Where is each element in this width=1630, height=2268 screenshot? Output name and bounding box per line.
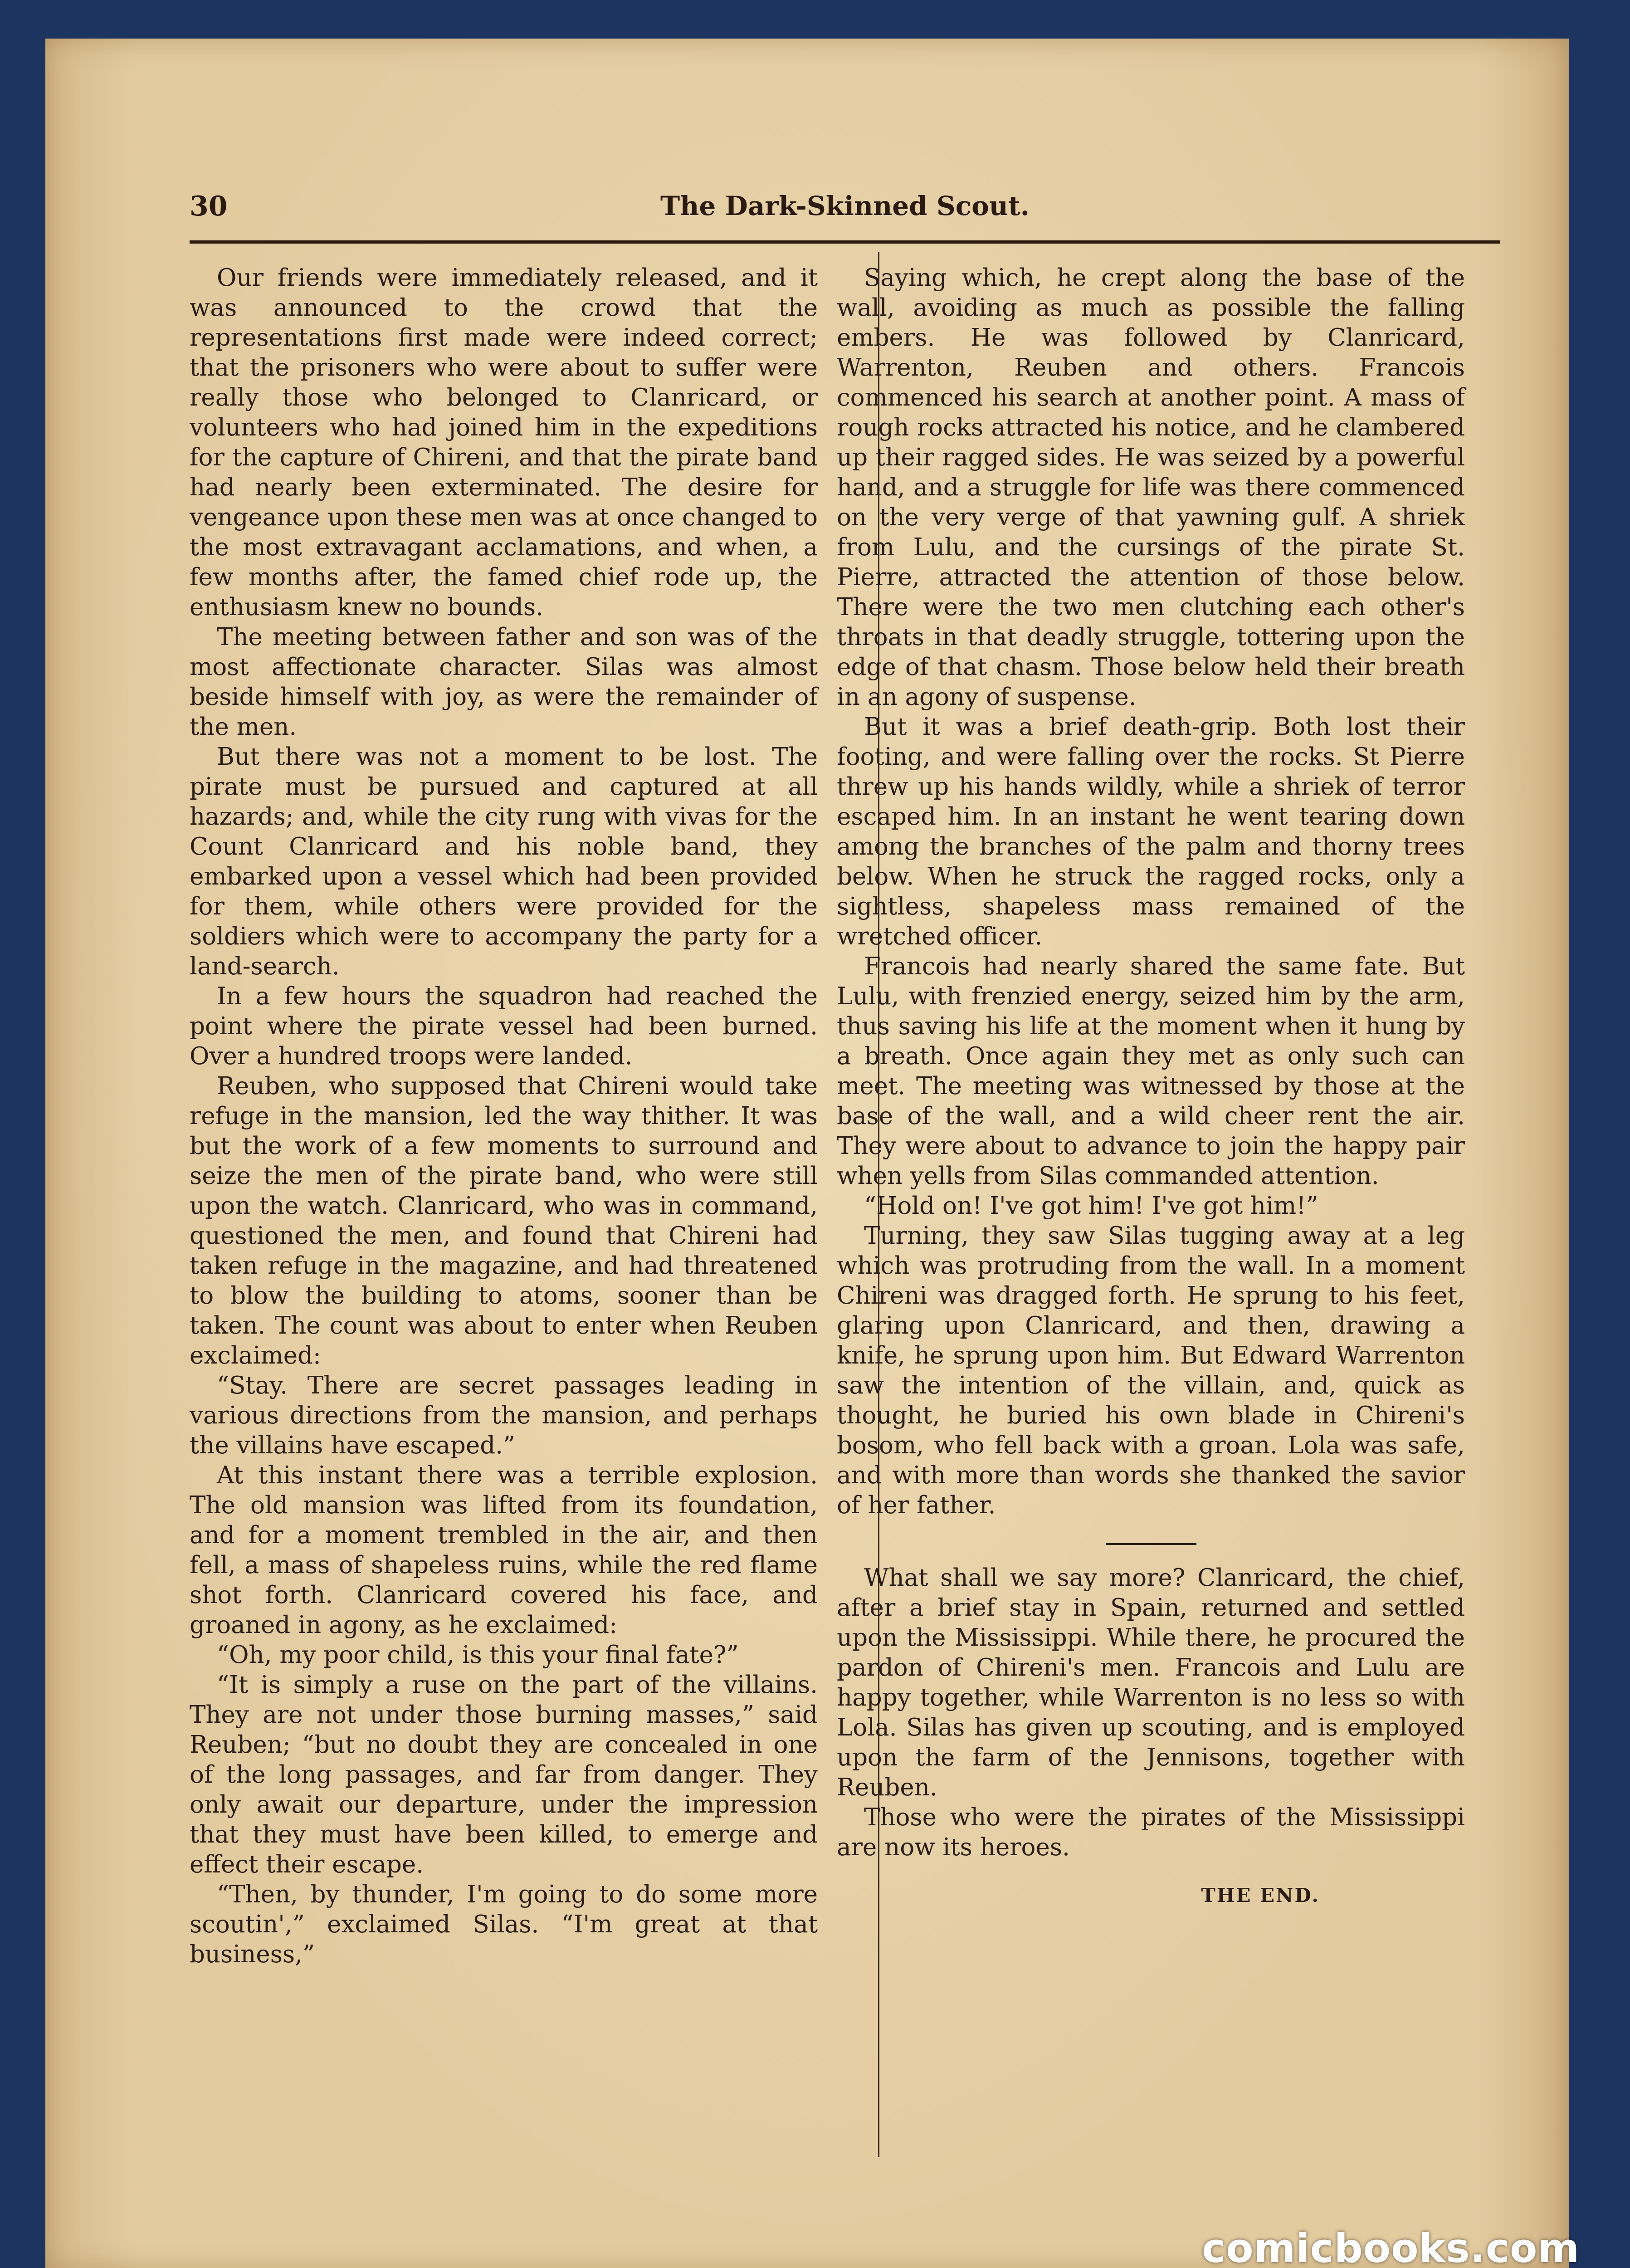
page-number: 30 [190, 191, 228, 222]
paragraph: But it was a brief death-grip. Both lost their footing, and were falling over the rocks. St Pierre threw up his hands wildly, while a shriek of terror escaped him. In an instant he went tearing down among the branches of the palm and thorny trees below. When he struck the ragged rocks, only a sightless, shapeless mass remained of the wretched officer. [837, 713, 1465, 950]
epilogue-paragraph: What shall we say more? Clanricard, the chief, after a brief stay in Spain, returned and settled upon the Mississippi. While there, he procured the pardon of Chireni's men. Francois and Lulu are happy together, while Warrenton is no less so with Lola. Silas has given up scouting, and is employed upon the farm of the Jennisons, together with Reuben. [837, 1564, 1465, 1801]
paragraph: “Oh, my poor child, is this your final fate?” [217, 1641, 739, 1669]
paragraph: “Stay. There are secret passages leading in various directions from the mansion, and perhaps the villains have escaped.” [190, 1372, 818, 1459]
paragraph: “Hold on! I've got him! I've got him!” [864, 1192, 1318, 1220]
watermark: comicbooks.com [1202, 2225, 1580, 2268]
left-column [190, 263, 818, 1970]
epilogue-paragraph: Those who were the pirates of the Mississippi are now its heroes. [837, 1804, 1465, 1861]
page-header [190, 191, 1500, 231]
paragraph: Reuben, who supposed that Chireni would take refuge in the mansion, led the way thither. It was but the work of a few moments to surround and seize the men of the pirate band, who were still upon the watch. Clanricard, who was in command, questioned the men, and found that Chireni had taken refuge in the magazine, and had threatened to blow the building to atoms, sooner than be taken. The count was about to enter when Reuben exclaimed: [190, 1072, 818, 1369]
paragraph: The meeting between father and son was of the most affectionate character. Silas was almost beside himself with joy, as were the remainder of the men. [190, 623, 818, 741]
paragraph: But there was not a moment to be lost. The pirate must be pursued and captured at all hazards; and, while the city rung with vivas for the Count Clanricard and his noble band, they embarked upon a vessel which had been provided for them, while others were provided for the soldiers which were to accompany the party for a land-search. [190, 743, 818, 980]
paragraph: Our friends were immediately released, and it was announced to the crowd that the representations first made were indeed correct; that the prisoners who were about to suffer were really those who belonged to Clanricard, or volunteers who had joined him in the expeditions for the capture of Chireni, and that the pirate band had nearly been exterminated. The desire for vengeance upon these men was at once changed to the most extravagant acclamations, and when, a few months after, the famed chief rode up, the enthusiasm knew no bounds. [190, 264, 818, 621]
the-end-label: THE END. [1201, 1884, 1320, 1906]
paragraph: “It is simply a ruse on the part of the villains. They are not under those burning masses,” said Reuben; “but no doubt they are concealed in one of the long passages, and far from danger. They only await our departure, under the impression that they must have been killed, to emerge and effect their escape. [190, 1671, 818, 1878]
paragraph: In a few hours the squadron had reached the point where the pirate vessel had been burned. Over a hundred troops were landed. [190, 982, 818, 1070]
section-divider [1106, 1543, 1196, 1545]
header-rule [190, 240, 1500, 244]
paragraph: Turning, they saw Silas tugging away at a leg which was protruding from the wall. In a moment Chireni was dragged forth. He sprung to his feet, glaring upon Clanricard, and then, drawing a knife, he sprung upon him. But Edward Warrenton saw the intention of the villain, and, quick as thought, he buried his own blade in Chireni's bosom, who fell back with a groan. Lola was safe, and with more than words she thanked the savior of her father. [837, 1222, 1465, 1519]
running-title: The Dark-Skinned Scout. [660, 191, 1030, 221]
right-column [837, 263, 1465, 1911]
paragraph: “Then, by thunder, I'm going to do some more scoutin',” exclaimed Silas. “I'm great at that business,” [190, 1881, 818, 1968]
paragraph: At this instant there was a terrible explosion. The old mansion was lifted from its foundation, and for a moment trembled in the air, and then fell, a mass of shapeless ruins, while the red flame shot forth. Clanricard covered his face, and groaned in agony, as he exclaimed: [190, 1461, 818, 1639]
paragraph: Francois had nearly shared the same fate. But Lulu, with frenzied energy, seized him by the arm, thus saving his life at the moment when it hung by a breath. Once again they met as only such can meet. The meeting was witnessed by those at the base of the wall, and a wild cheer rent the air. They were about to advance to join the happy pair when yells from Silas commanded attention. [837, 953, 1465, 1190]
paragraph: Saying which, he crept along the base of the wall, avoiding as much as possible the falling embers. He was followed by Clanricard, Warrenton, Reuben and others. Francois commenced his search at another point. A mass of rough rocks attracted his notice, and he clambered up their ragged sides. He was seized by a powerful hand, and a struggle for life was there commenced on the very verge of that yawning gulf. A shriek from Lulu, and the cursings of the pirate St. Pierre, attracted the attention of those below. There were the two men clutching each other's throats in that deadly struggle, tottering upon the edge of that chasm. Those below held their breath in an agony of suspense. [837, 264, 1465, 711]
